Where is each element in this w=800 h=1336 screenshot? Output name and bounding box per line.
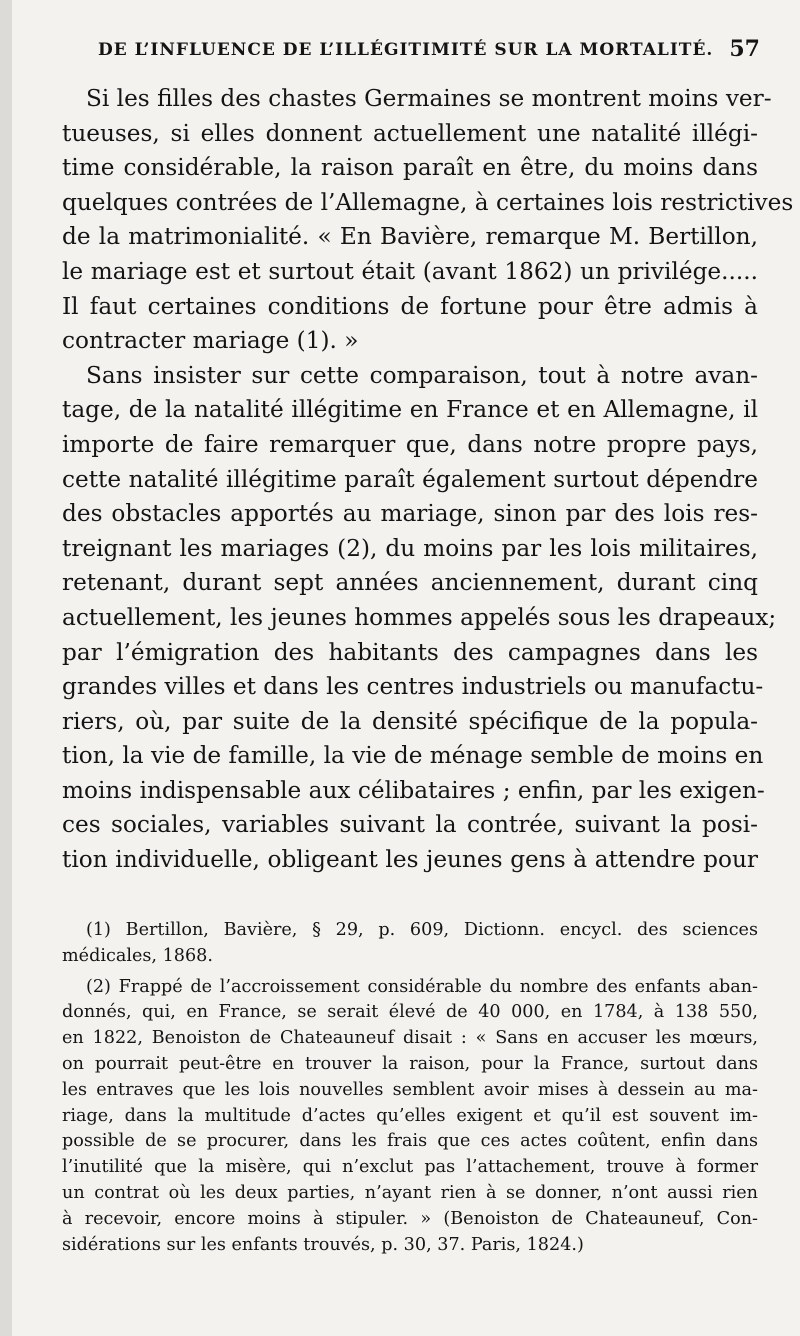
text-line: retenant, durant sept années anciennement, durant cinq <box>62 569 758 597</box>
text-line: cette natalité illégitime paraît également surtout dépendre <box>62 465 758 493</box>
text-line: grandes villes et dans les centres industriels ou manufactu- <box>62 673 764 701</box>
text-line: Si les filles des chastes Germaines se montrent moins ver- <box>86 85 772 112</box>
text-line: moins indispensable aux célibataires ; enfin, par les exigen- <box>62 776 765 804</box>
footnote-line: donnés, qui, en France, se serait élevé de 40 000, en 1784, à 138 550, <box>62 1002 758 1023</box>
footnote-line: un contrat où les deux parties, n’ayant rien à se donner, n’ont aussi rien <box>62 1182 758 1203</box>
footnote-line: à recevoir, encore moins à stipuler. » (Benoiston de Chateauneuf, Con- <box>62 1208 758 1229</box>
footnote-line: (2) Frappé de l’accroissement considérable du nombre des enfants aban- <box>86 976 758 997</box>
footnote-line: l’inutilité que la misère, qui n’exclut pas l’attachement, trouve à former <box>62 1157 758 1178</box>
text-line: riers, où, par suite de la densité spécifique de la popula- <box>62 707 758 735</box>
footnote-line: possible de se procurer, dans les frais que ces actes coûtent, enfin dans <box>62 1131 758 1152</box>
footnote-line: médicales, 1868. <box>62 945 213 966</box>
footnote-line: riage, dans la multitude d’actes qu’elles exigent et qu’il est souvent im- <box>62 1105 758 1126</box>
running-head <box>98 36 760 62</box>
text-line: actuellement, les jeunes hommes appelés sous les drapeaux; <box>62 603 777 631</box>
footnote-line: en 1822, Benoiston de Chateauneuf disait : « Sans en accuser les mœurs, <box>62 1028 758 1049</box>
text-line: tion, la vie de famille, la vie de ménage semble de moins en <box>62 742 764 770</box>
footnotes <box>62 918 758 1258</box>
text-line: par l’émigration des habitants des campagnes dans les <box>62 638 758 666</box>
body-text <box>62 82 794 878</box>
text-line: des obstacles apportés au mariage, sinon par des lois res- <box>62 500 758 528</box>
text-line: tion individuelle, obligeant les jeunes gens à attendre pour <box>62 846 758 874</box>
text-line: importe de faire remarquer que, dans notre propre pays, <box>62 430 758 458</box>
text-line: quelques contrées de l’Allemagne, à certaines lois restrictives <box>62 188 794 216</box>
text-line: le mariage est et surtout était (avant 1862) un privilége..... <box>62 257 758 285</box>
text-line: de la matrimonialité. « En Bavière, remarque M. Bertillon, <box>62 223 758 251</box>
text-line: tage, de la natalité illégitime en France et en Allemagne, il <box>62 396 758 424</box>
footnote-line: les entraves que les lois nouvelles semblent avoir mises à dessein au ma- <box>62 1079 758 1100</box>
footnote-line: on pourrait peut-être en trouver la raison, pour la France, surtout dans <box>62 1053 758 1074</box>
running-title: DE L’INFLUENCE DE L’ILLÉGITIMITÉ SUR LA MORTALITÉ. <box>98 40 714 60</box>
text-line: time considérable, la raison paraît en être, du moins dans <box>62 154 758 182</box>
text-line: treignant les mariages (2), du moins par les lois militaires, <box>62 534 758 562</box>
text-line: Il faut certaines conditions de fortune pour être admis à <box>62 292 758 320</box>
footnote-line: sidérations sur les enfants trouvés, p. 30, 37. Paris, 1824.) <box>62 1234 584 1255</box>
text-line: Sans insister sur cette comparaison, tout à notre avan- <box>86 361 758 389</box>
text-line: contracter mariage (1). » <box>62 327 359 355</box>
text-line: ces sociales, variables suivant la contrée, suivant la posi- <box>62 811 758 839</box>
text-line: tueuses, si elles donnent actuellement une natalité illégi- <box>62 119 758 147</box>
footnote-line: (1) Bertillon, Bavière, § 29, p. 609, Dictionn. encycl. des sciences <box>86 920 758 940</box>
page-number: 57 <box>729 36 760 62</box>
